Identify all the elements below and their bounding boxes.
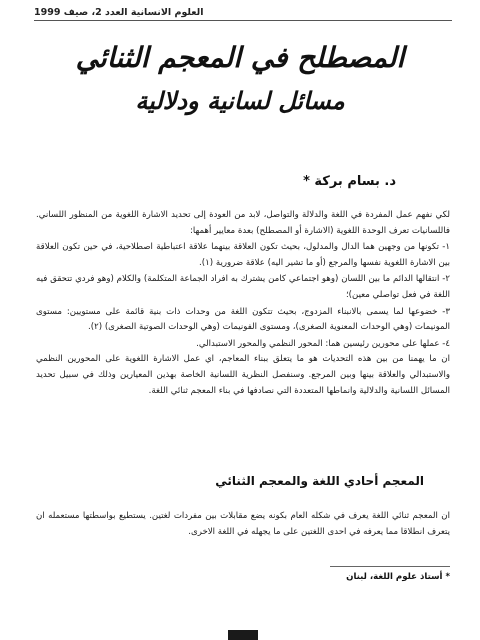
footnote: * أستاذ علوم اللغة، لبنان <box>346 572 450 582</box>
article-subtitle: مسائل لسانية ودلالية <box>135 86 345 115</box>
criterion-1: ١- تكونها من وجهين هما الدال والمدلول، بحيث تكون العلاقة بينهما علاقة اعتباطية اصطلاحية، في حين تكون العلاقة بين الاشارة اللغوية نفسها والمرجع (أو ما تشير اليه) علاقة ضرورية (١). <box>36 242 450 268</box>
criterion-3: ٣- خضوعها لما يسمى بالانبناء المزدوج، بحيث تتكون اللغة من وحدات ذات بنية قائمة على مستويين: مستوى المونيمات (وهي الوحدات المعنوية الصغرى)، ومستوى الفونيمات (وهي الوحدات الصوتية الصغرى) (٢). <box>36 306 450 333</box>
title-block <box>60 40 420 118</box>
article-title: المصطلح في المعجم الثنائي <box>75 41 405 74</box>
footnote-divider <box>330 566 450 567</box>
closing-paragraph: ان ما يهمنا من بين هذه التحديات هو ما يتعلق ببناء المعاجم، اي عمل الاشارة اللغوية على المحورين النظمي والاستبدالي والعلاقة بينها وبين المرجع. وسنفصل النظرية اللسانية الخاصة بهذين المعيارين وذلك في سبيل تحديد المسائل اللسانية والدلالية وانماطها المتعددة التي نصادفها في بناء المعجم ثنائي اللغة. <box>36 354 450 396</box>
body-text <box>36 208 450 399</box>
page-number-tab <box>228 630 258 640</box>
author-name: د. بسام بركة * <box>303 174 396 189</box>
section-paragraph: ان المعجم ثنائي اللغة يعرف في شكله العام بكونه يضع مقابلات بين مفردات لغتين. يستطيع بواسطتها مستعمله ان يتعرف انطلاقا مما يعرفه في احدى اللغتين على ما يجهله في اللغة الاخرى. <box>36 511 450 537</box>
section-text <box>36 508 450 540</box>
intro-paragraph: لكي نفهم عمل المفردة في اللغة والدلالة والتواصل، لابد من العودة إلى تحديد الاشارة اللغوية من المنظور اللساني. فاللسانيات تعرف الوحدة اللغوية (الاشارة أو المصطلح) بعدة معايير أهمها: <box>36 210 450 236</box>
section-heading: المعجم أحادي اللغة والمعجم الثنائي <box>215 474 424 488</box>
criterion-4: ٤- عملها على محورين رئيسين هما: المحور النظمي والمحور الاستبدالي. <box>196 338 450 349</box>
criterion-2: ٢- انتقالها الدائم ما بين اللسان (وهو اجتماعي كامن يشترك به افراد الجماعة المتكلمة) والكلام (وهو فردي تتحقق فيه اللغة في فعل تواصلي معين)؛ <box>36 274 450 300</box>
running-header: العلوم الانسانية العدد 2، صيف 1999 <box>34 6 452 21</box>
